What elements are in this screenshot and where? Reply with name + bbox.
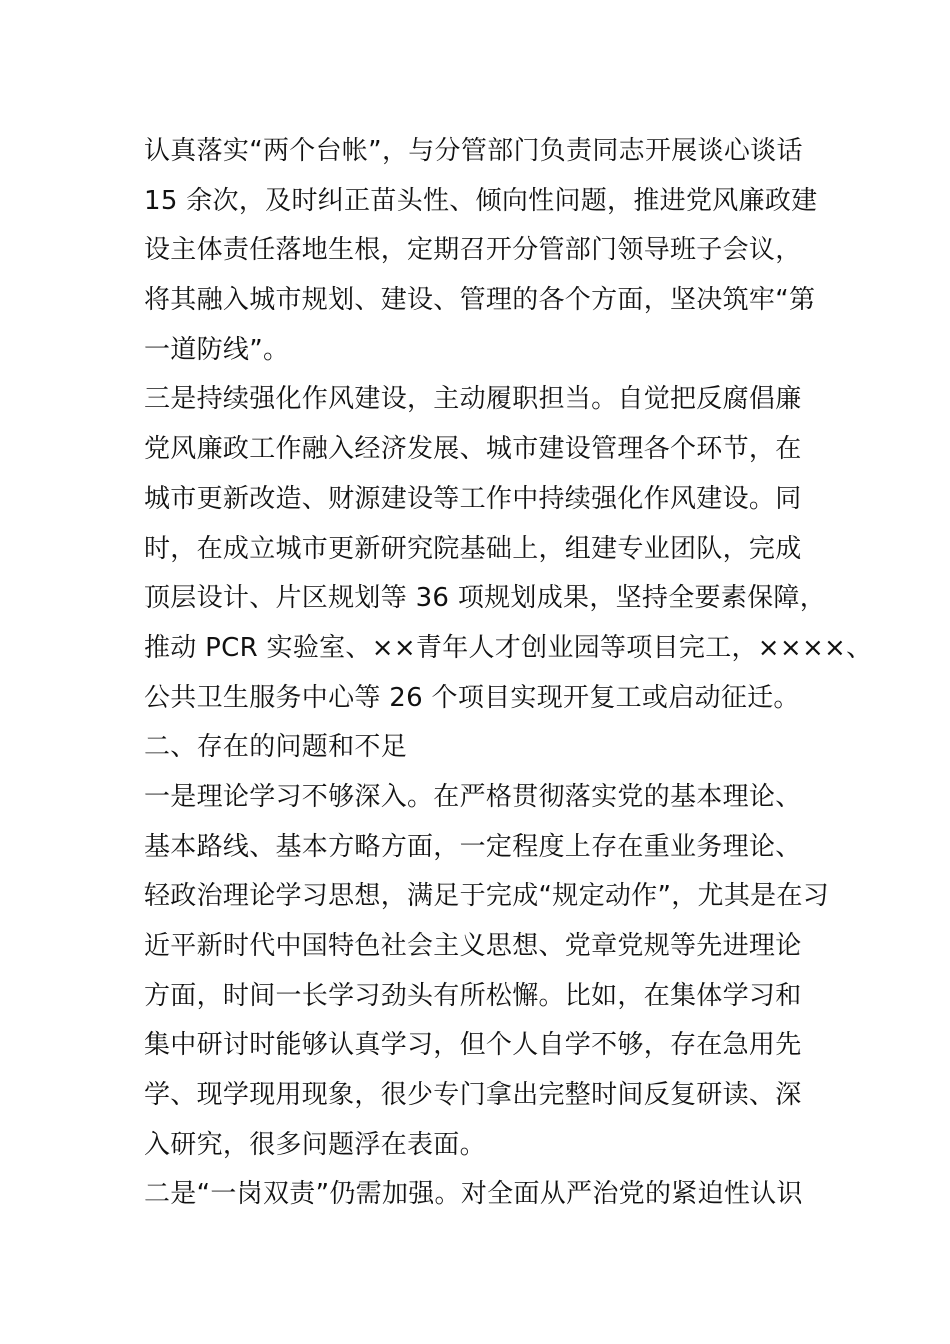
- text-line-11: 推动 PCR 实验室、××青年人才创业园等项目完工，××××、: [144, 632, 873, 663]
- text-line-4: 将其融入城市规划、建设、管理的各个方面，坚决筑牢“第: [144, 285, 816, 316]
- text-line-2: 15 余次，及时纠正苗头性、倾向性问题，推进党风廉政建: [144, 185, 818, 216]
- text-line-7: 党风廉政工作融入经济发展、城市建设管理各个环节，在: [144, 434, 802, 465]
- body-text: [144, 127, 873, 1220]
- text-line-20: 学、现学现用现象，很少专门拿出完整时间反复研读、深: [144, 1080, 802, 1111]
- text-line-14: 一是理论学习不够深入。在严格贯彻落实党的基本理论、: [144, 781, 802, 812]
- text-line-1: 认真落实“两个台帐”，与分管部门负责同志开展谈心谈话: [144, 136, 803, 166]
- text-line-10: 顶层设计、片区规划等 36 项规划成果，坚持全要素保障，: [144, 583, 827, 614]
- text-line-8: 城市更新改造、财源建设等工作中持续强化作风建设。同: [144, 483, 802, 514]
- section-heading: 二、存在的问题和不足: [144, 732, 408, 763]
- text-line-15: 基本路线、基本方略方面，一定程度上存在重业务理论、: [144, 831, 802, 862]
- text-line-5: 一道防线”。: [144, 334, 290, 365]
- text-line-21: 入研究，很多问题浮在表面。: [144, 1129, 486, 1160]
- text-line-19: 集中研讨时能够认真学习，但个人自学不够，存在急用先: [144, 1030, 802, 1061]
- text-line-6: 三是持续强化作风建设，主动履职担当。自觉把反腐倡廉: [144, 384, 802, 415]
- text-line-9: 时，在成立城市更新研究院基础上，组建专业团队，完成: [144, 533, 802, 564]
- text-line-17: 近平新时代中国特色社会主义思想、党章党规等先进理论: [144, 931, 802, 961]
- text-line-12: 公共卫生服务中心等 26 个项目实现开复工或启动征迁。: [144, 682, 800, 713]
- text-line-16: 轻政治理论学习思想，满足于完成“规定动作”，尤其是在习: [144, 881, 830, 912]
- text-line-18: 方面，时间一长学习劲头有所松懈。比如，在集体学习和: [144, 980, 802, 1011]
- text-line-3: 设主体责任落地生根，定期召开分管部门领导班子会议，: [144, 235, 802, 266]
- text-line-22: 二是“一岗双责”仍需加强。对全面从严治党的紧迫性认识: [144, 1179, 803, 1210]
